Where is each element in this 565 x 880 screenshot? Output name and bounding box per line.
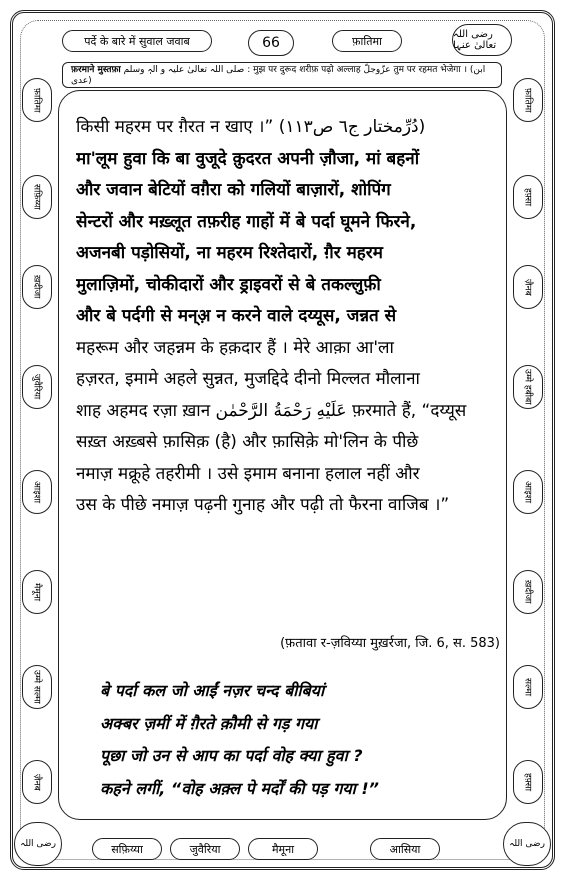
side-medallion-left: मैमूना bbox=[22, 570, 52, 614]
side-medallion-right: हफ़्सा bbox=[513, 760, 543, 804]
footer-name: आसिया bbox=[370, 838, 440, 860]
hadith-banner bbox=[62, 62, 502, 88]
body-line: सेन्टरों और मख़्लूत तफ़रीह गाहों में बे पर्दा घूमने फिरने, bbox=[76, 211, 417, 232]
book-title: पर्दे के बारे में सुवाल जवाब bbox=[62, 30, 212, 52]
footer-name: जुवैरिया bbox=[170, 838, 240, 860]
body-line: किसी महरम पर ग़ैरत न खाए ।” (دُرِّمختار ج٦ ص١١٣) bbox=[76, 117, 426, 137]
side-medallion-right: सल्मा bbox=[513, 665, 543, 709]
poem-block bbox=[100, 675, 480, 805]
poem-line: कहने लगीं, “वोह अक़्ल पे मर्दों की पड़ गया !” bbox=[100, 778, 379, 798]
corner-medallion-right: رضی اللہ bbox=[503, 822, 551, 866]
body-paragraph bbox=[76, 112, 496, 522]
side-medallion-left: आइशा bbox=[22, 470, 52, 514]
body-line: शाह अहमद रज़ा ख़ान عَلَيْهِ رَحْمَةُ الرَّحْمٰن फ़रमाते हैं, “दय्यूस bbox=[76, 400, 467, 421]
body-line: मुलाज़िमों, चोकीदारों और ड्राइवरों से बे तकल्लुफ़ी bbox=[76, 274, 381, 295]
body-line: हज़रत, इमामे अहले सुन्नत, मुजद्दिदे दीनो मिल्लत मौलाना bbox=[76, 369, 420, 389]
citation: (फ़तावा र-ज़विय्या मुख़र्रजा, जि. 6, स. 583) bbox=[280, 636, 500, 651]
banner-text: : मुझ पर दुरूद शरीफ़ पढ़ो अल्लाह عزّوجلّ तुम पर रहमत भेजेगा । bbox=[247, 65, 467, 75]
poem-line: बे पर्दा कल जो आईं नज़र चन्द बीबियां bbox=[100, 681, 325, 700]
header-name-label: फ़ातिमा bbox=[332, 30, 402, 52]
side-medallion-right: ख़दीजा bbox=[513, 570, 543, 614]
body-line: सख़्त अख़्बसे फ़ासिक़ (है) और फ़ासिक़े मो'लिन के पीछे bbox=[76, 432, 419, 452]
side-medallion-right: ज़ैनब bbox=[513, 265, 543, 309]
side-medallion-left: फ़ातिमा bbox=[22, 78, 52, 122]
side-medallion-right: हफ़्सा bbox=[513, 175, 543, 219]
corner-medallion-left: رضی اللہ bbox=[14, 822, 62, 866]
body-line: महरूम और जहन्नम के हक़दार हैं । मेरे आक़ा आ'ला bbox=[76, 337, 394, 358]
banner-arabic: صلی اللہ تعالیٰ علیہ و الہٖ وسلم bbox=[123, 65, 245, 75]
side-medallion-right: आइशा bbox=[513, 470, 543, 514]
poem-line: अक्बर ज़मीं में ग़ैरते क़ौमी से गड़ गया bbox=[100, 713, 318, 733]
footer-name: सफ़िय्या bbox=[92, 838, 162, 860]
side-medallion-right: फ़ातिमा bbox=[513, 78, 543, 122]
side-medallion-left: उम्मे सल्मा bbox=[22, 665, 52, 709]
body-line: उस के पीछे नमाज़ पढ़नी गुनाह और पढ़ी तो फैरना वाजिब ।” bbox=[76, 495, 450, 515]
side-medallion-left: ज़ैनब bbox=[22, 760, 52, 804]
side-medallion-left: ख़दीजा bbox=[22, 265, 52, 309]
banner-source: (ابن عدی) bbox=[71, 65, 486, 86]
body-line: नमाज़ मक्रूहे तहरीमी । उसे इमाम बनाना हलाल नहीं और bbox=[76, 463, 420, 484]
poem-line: पूछा जो उन से आप का पर्दा वोह क्या हुवा ? bbox=[100, 746, 363, 765]
body-line: मा'लूम हुवा कि बा वुजूदे क़ुदरत अपनी ज़ौजा, मां बहनों bbox=[76, 148, 420, 169]
page-number: 66 bbox=[248, 30, 294, 56]
header-medallion: رضی اللہ تعالیٰ عنہا bbox=[452, 24, 512, 56]
body-line: अजनबी पड़ोसियों, ना महरम रिश्तेदारों, ग़ैर महरम bbox=[76, 243, 383, 263]
side-medallion-left: सफ़िय्या bbox=[22, 175, 52, 219]
banner-prefix: फ़रमाने मुस्तफ़ा bbox=[71, 65, 121, 75]
side-medallion-right: उम्मे हबीबा bbox=[513, 365, 543, 409]
footer-name: मैमूना bbox=[248, 838, 318, 860]
body-line: और जवान बेटियों वग़ैरा को गलियों बाज़ारों, शोपिंग bbox=[76, 180, 391, 200]
side-medallion-left: जुवैरिया bbox=[22, 365, 52, 409]
body-line: और बे पर्दगी से मन्अ़ न करने वाले दय्यूस, जन्नत से bbox=[76, 306, 397, 326]
